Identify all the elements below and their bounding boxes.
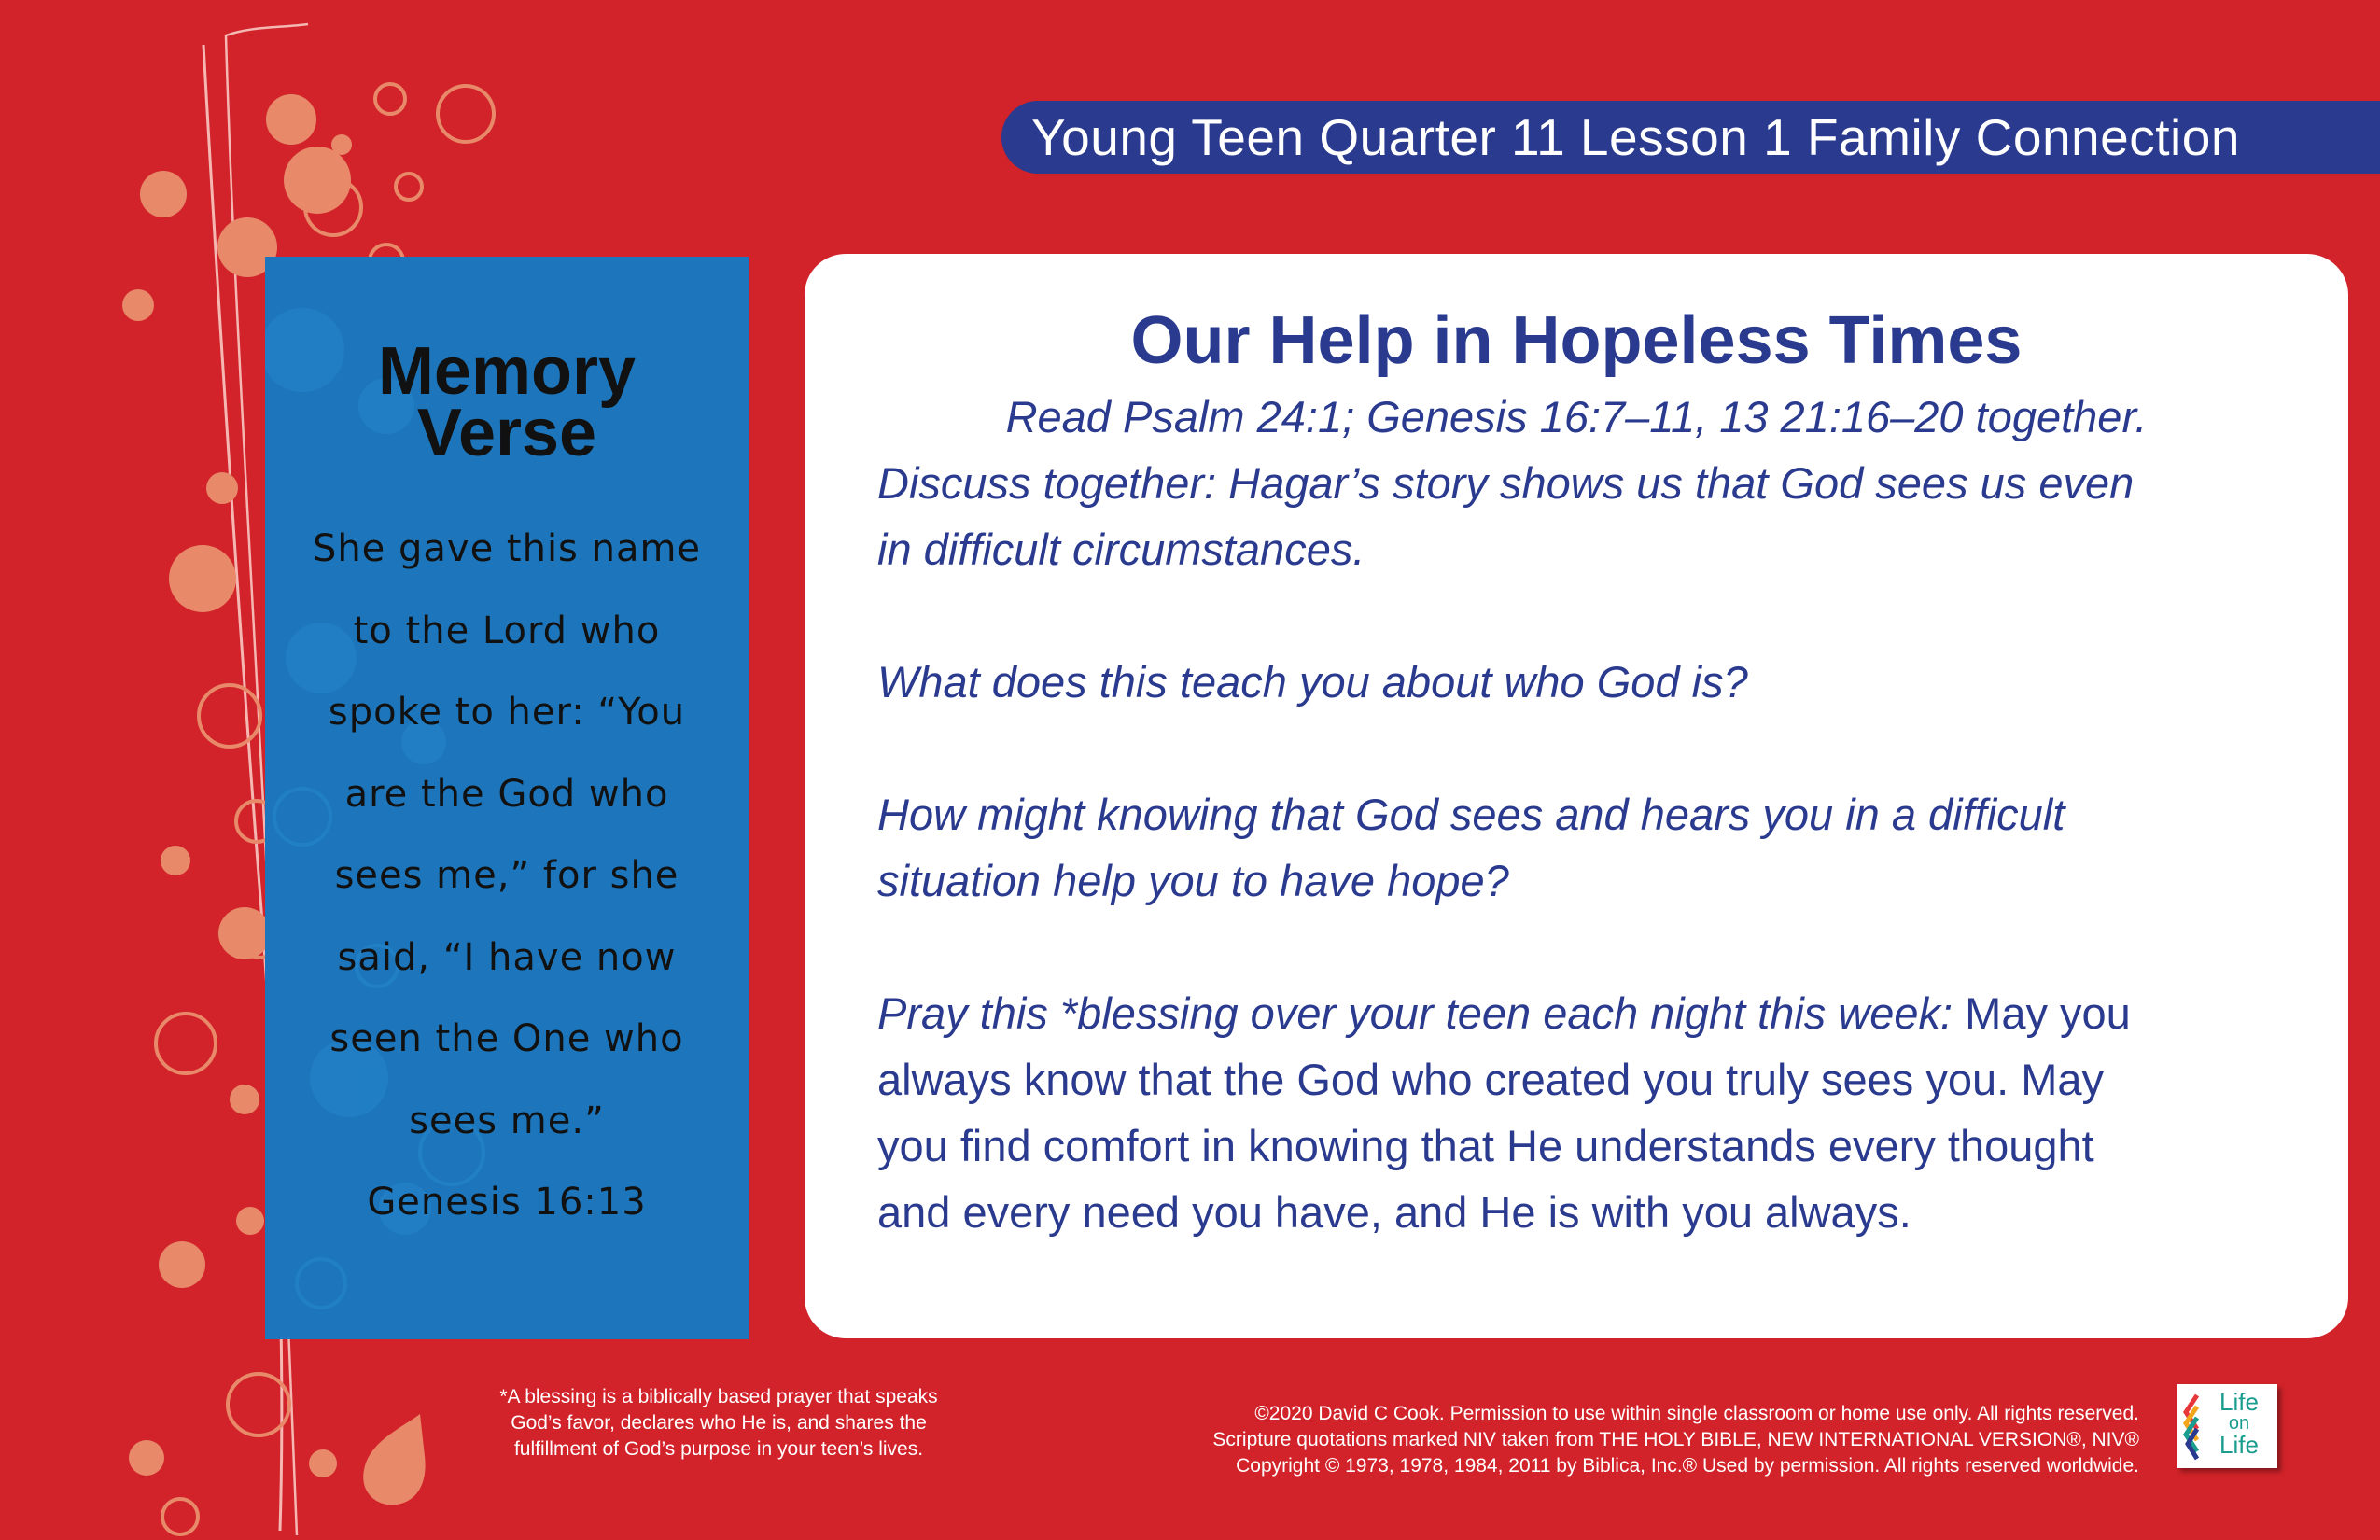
verse-line: to the Lord who <box>353 609 661 652</box>
logo-line: Life <box>2219 1431 2259 1459</box>
prayer-text: always know that the God who created you truly sees you. May <box>877 1055 2105 1104</box>
memory-verse-text <box>284 509 730 1244</box>
logo-wordmark <box>2206 1390 2272 1457</box>
prayer-text: May you <box>1953 988 2131 1038</box>
prayer-lead: Pray this *blessing over your teen each night this week: <box>877 988 1953 1038</box>
discuss-paragraph <box>877 450 2277 582</box>
memory-verse-panel <box>265 257 749 1339</box>
reading-instruction: Read Psalm 24:1; Genesis 16:7–11, 13 21:16–20 together. <box>1005 392 2148 441</box>
discuss-line: Discuss together: Hagar’s story shows us that God sees us even <box>877 458 2135 508</box>
lesson-body <box>877 450 2277 1245</box>
prayer-text: and every need you have, and He is with you always. <box>877 1187 1911 1237</box>
copyright-notice <box>933 1401 2139 1479</box>
copyright-line: ©2020 David C Cook. Permission to use within single classroom or home use only. All rights reserved. <box>1254 1403 2139 1424</box>
header-bar <box>1001 101 2380 174</box>
life-on-life-logo <box>2177 1384 2277 1468</box>
lesson-title: Our Help in Hopeless Times <box>1130 303 2023 378</box>
blessing-prayer <box>877 980 2277 1245</box>
question-1: What does this teach you about who God is? <box>877 657 1748 707</box>
lesson-card <box>805 254 2348 1338</box>
logo-line: Life <box>2219 1388 2259 1416</box>
footnote-line: *A blessing is a biblically based prayer that speaks <box>499 1386 938 1407</box>
memory-heading-line2: Verse <box>416 396 597 470</box>
logo-line: on <box>2228 1413 2250 1434</box>
question-2 <box>877 781 2277 914</box>
question-2-line: How might knowing that God sees and hears you in a difficult <box>877 790 2065 839</box>
memory-heading-line1: Memory <box>377 334 637 409</box>
verse-line: said, “I have now <box>337 935 677 979</box>
footnote-line: fulfillment of God’s purpose in your teen’s lives. <box>513 1438 924 1460</box>
verse-line: seen the One who <box>329 1017 684 1060</box>
prayer-text: you find comfort in knowing that He understands every thought <box>877 1121 2094 1170</box>
footnote-line: God’s favor, declares who He is, and shares the <box>511 1412 927 1434</box>
verse-line: She gave this name <box>312 527 702 570</box>
verse-line: are the God who <box>344 772 669 816</box>
question-2-line: situation help you to have hope? <box>877 856 1509 905</box>
copyright-line: Copyright © 1973, 1978, 1984, 2011 by Biblica, Inc.® Used by permission. All rights reserved worldwide. <box>1236 1455 2139 1477</box>
blessing-footnote <box>467 1384 971 1463</box>
page-title: Young Teen Quarter 11 Lesson 1 Family Connection <box>1031 108 2240 166</box>
memory-verse-heading <box>265 334 749 470</box>
verse-line: sees me.” <box>409 1099 605 1142</box>
verse-reference: Genesis 16:13 <box>367 1181 647 1224</box>
copyright-line: Scripture quotations marked NIV taken from THE HOLY BIBLE, NEW INTERNATIONAL VERSION®, NIV® <box>1212 1429 2139 1450</box>
discuss-line: in difficult circumstances. <box>877 525 1365 574</box>
verse-line: spoke to her: “You <box>328 691 686 734</box>
verse-line: sees me,” for she <box>334 854 679 897</box>
